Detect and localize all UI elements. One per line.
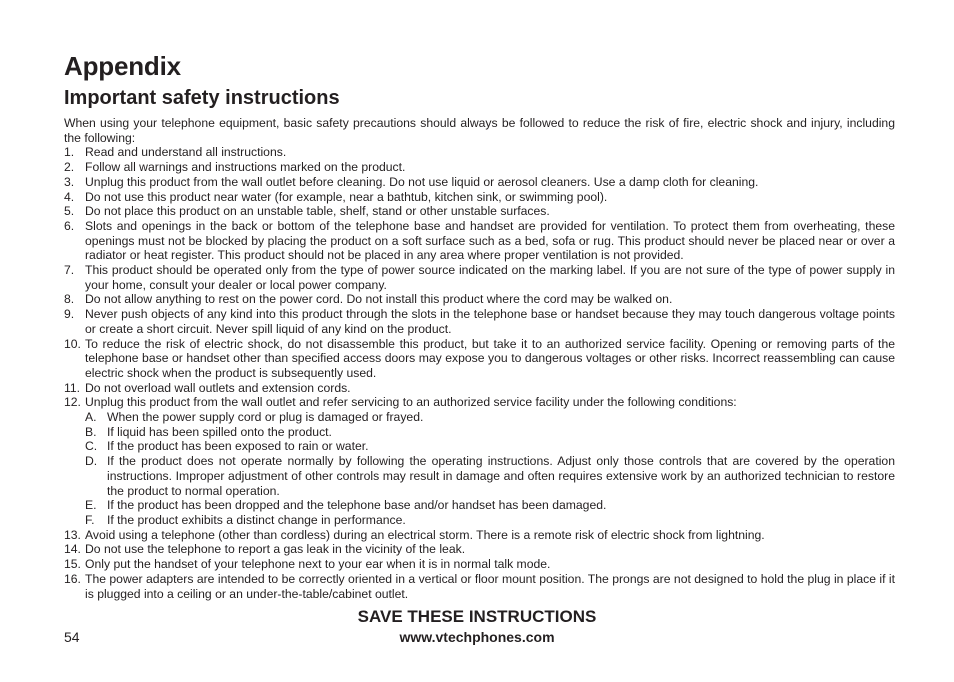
item-number: 13. bbox=[64, 527, 81, 542]
intro-paragraph: When using your telephone equipment, basic safety precautions should always be followed to reduce the risk of fire, electric shock and injury, including the following: bbox=[64, 116, 895, 145]
item-number: 14. bbox=[64, 542, 81, 557]
list-item bbox=[64, 292, 895, 307]
list-item bbox=[64, 219, 895, 263]
sub-item-text: If the product does not operate normally by following the operating instructions. Adjust only those controls that are covered by the operation instructions. Improper adjustment of other controls may result in damage and often requires extensive work by an authorized technician to restore the product to normal operation. bbox=[107, 454, 895, 498]
sub-item-text: If the product exhibits a distinct change in performance. bbox=[107, 512, 406, 527]
item-number: 1. bbox=[64, 145, 75, 160]
item-number: 12. bbox=[64, 395, 81, 410]
sublist-item bbox=[85, 439, 895, 454]
item-text: Unplug this product from the wall outlet and refer servicing to an authorized service facility under the following conditions: bbox=[85, 395, 737, 410]
sub-item-text: When the power supply cord or plug is damaged or frayed. bbox=[107, 410, 424, 425]
item-text: Only put the handset of your telephone next to your ear when it is in normal talk mode. bbox=[85, 557, 551, 572]
item-number: 9. bbox=[64, 307, 75, 322]
sublist-item bbox=[85, 410, 895, 425]
list-item bbox=[64, 337, 895, 381]
list-item bbox=[64, 190, 895, 205]
item-text: The power adapters are intended to be correctly oriented in a vertical or floor mount position. The prongs are not designed to hold the plug in place if it is plugged into a ceiling or an under-the-table/cabinet outlet. bbox=[85, 571, 895, 601]
sub-item-letter: C. bbox=[85, 439, 98, 454]
list-item bbox=[64, 204, 895, 219]
item-text: To reduce the risk of electric shock, do not disassemble this product, but take it to an authorized service facility. Opening or removing parts of the telephone base or handset other than specified access doors may expose you to dangerous voltages or other risks. Incorrect reassembling can cause electric shock when the product is subsequently used. bbox=[85, 336, 895, 380]
item-text: Unplug this product from the wall outlet before cleaning. Do not use liquid or aerosol cleaners. Use a damp cloth for cleaning. bbox=[85, 174, 759, 189]
list-item bbox=[64, 528, 895, 543]
save-instructions-heading: SAVE THESE INSTRUCTIONS bbox=[357, 607, 597, 626]
item-text: Never push objects of any kind into this product through the slots in the telephone base or handset because they may touch dangerous voltage points or create a short circuit. Never spill liquid of any kind on the product. bbox=[85, 307, 895, 336]
sub-item-text: If liquid has been spilled onto the product. bbox=[107, 424, 332, 439]
item-text: Do not use the telephone to report a gas leak in the vicinity of the leak. bbox=[85, 542, 466, 557]
item-number: 6. bbox=[64, 218, 75, 233]
item-text: Avoid using a telephone (other than cordless) during an electrical storm. There is a remote risk of electric shock from lightning. bbox=[85, 527, 765, 542]
sub-item-letter: B. bbox=[85, 424, 97, 439]
item-number: 10. bbox=[64, 336, 81, 351]
list-item bbox=[64, 175, 895, 190]
list-item bbox=[64, 557, 895, 572]
page-content bbox=[64, 50, 895, 601]
item-number: 4. bbox=[64, 189, 75, 204]
item-text: Follow all warnings and instructions marked on the product. bbox=[85, 160, 406, 175]
list-item bbox=[64, 395, 895, 527]
item-text: Slots and openings in the back or bottom of the telephone base and handset are provided for ventilation. To protect them from overheating, these openings must not be blocked by placing the product on a soft surface such as a bed, sofa or rug. This product should never be placed near or over a radiator or heat register. This product should not be placed in any area where proper ventilation is not provided. bbox=[85, 218, 895, 263]
sub-item-letter: E. bbox=[85, 498, 97, 513]
item-text: Read and understand all instructions. bbox=[85, 145, 287, 160]
section-title: Important safety instructions bbox=[64, 87, 340, 109]
sub-item-letter: D. bbox=[85, 454, 98, 469]
item-text: This product should be operated only from the type of power source indicated on the marking label. If you are not sure of the type of power supply in your home, consult your dealer or local power company. bbox=[85, 263, 895, 292]
item-text: Do not allow anything to rest on the power cord. Do not install this product where the cord may be walked on. bbox=[85, 292, 673, 307]
page-number: 54 bbox=[64, 629, 80, 645]
item-text: Do not use this product near water (for example, near a bathtub, kitchen sink, or swimming pool). bbox=[85, 189, 608, 204]
safety-instructions-list bbox=[64, 145, 895, 601]
list-item bbox=[64, 145, 895, 160]
sub-item-letter: F. bbox=[85, 512, 95, 527]
list-item bbox=[64, 160, 895, 175]
sub-item-text: If the product has been dropped and the telephone base and/or handset has been damaged. bbox=[107, 498, 607, 513]
item-number: 5. bbox=[64, 204, 75, 219]
list-item bbox=[64, 542, 895, 557]
item-number: 15. bbox=[64, 557, 81, 572]
sub-item-letter: A. bbox=[85, 410, 97, 425]
item-number: 7. bbox=[64, 263, 75, 278]
item-number: 3. bbox=[64, 174, 75, 189]
sublist-item bbox=[85, 425, 895, 440]
item-number: 16. bbox=[64, 571, 81, 586]
page-title: Appendix bbox=[64, 51, 181, 81]
list-item bbox=[64, 381, 895, 396]
list-item bbox=[64, 307, 895, 336]
item-text: Do not place this product on an unstable table, shelf, stand or other unstable surfaces. bbox=[85, 204, 550, 219]
sub-item-text: If the product has been exposed to rain or water. bbox=[107, 439, 369, 454]
item-text: Do not overload wall outlets and extension cords. bbox=[85, 380, 351, 395]
sublist-item bbox=[85, 513, 895, 528]
item-number: 11. bbox=[64, 380, 81, 395]
sublist-item bbox=[85, 498, 895, 513]
sublist-item bbox=[85, 454, 895, 498]
item-number: 2. bbox=[64, 160, 75, 175]
list-item bbox=[64, 572, 895, 601]
list-item bbox=[64, 263, 895, 292]
website-url: www.vtechphones.com bbox=[399, 629, 555, 645]
conditions-sublist bbox=[85, 410, 895, 528]
item-number: 8. bbox=[64, 292, 75, 307]
